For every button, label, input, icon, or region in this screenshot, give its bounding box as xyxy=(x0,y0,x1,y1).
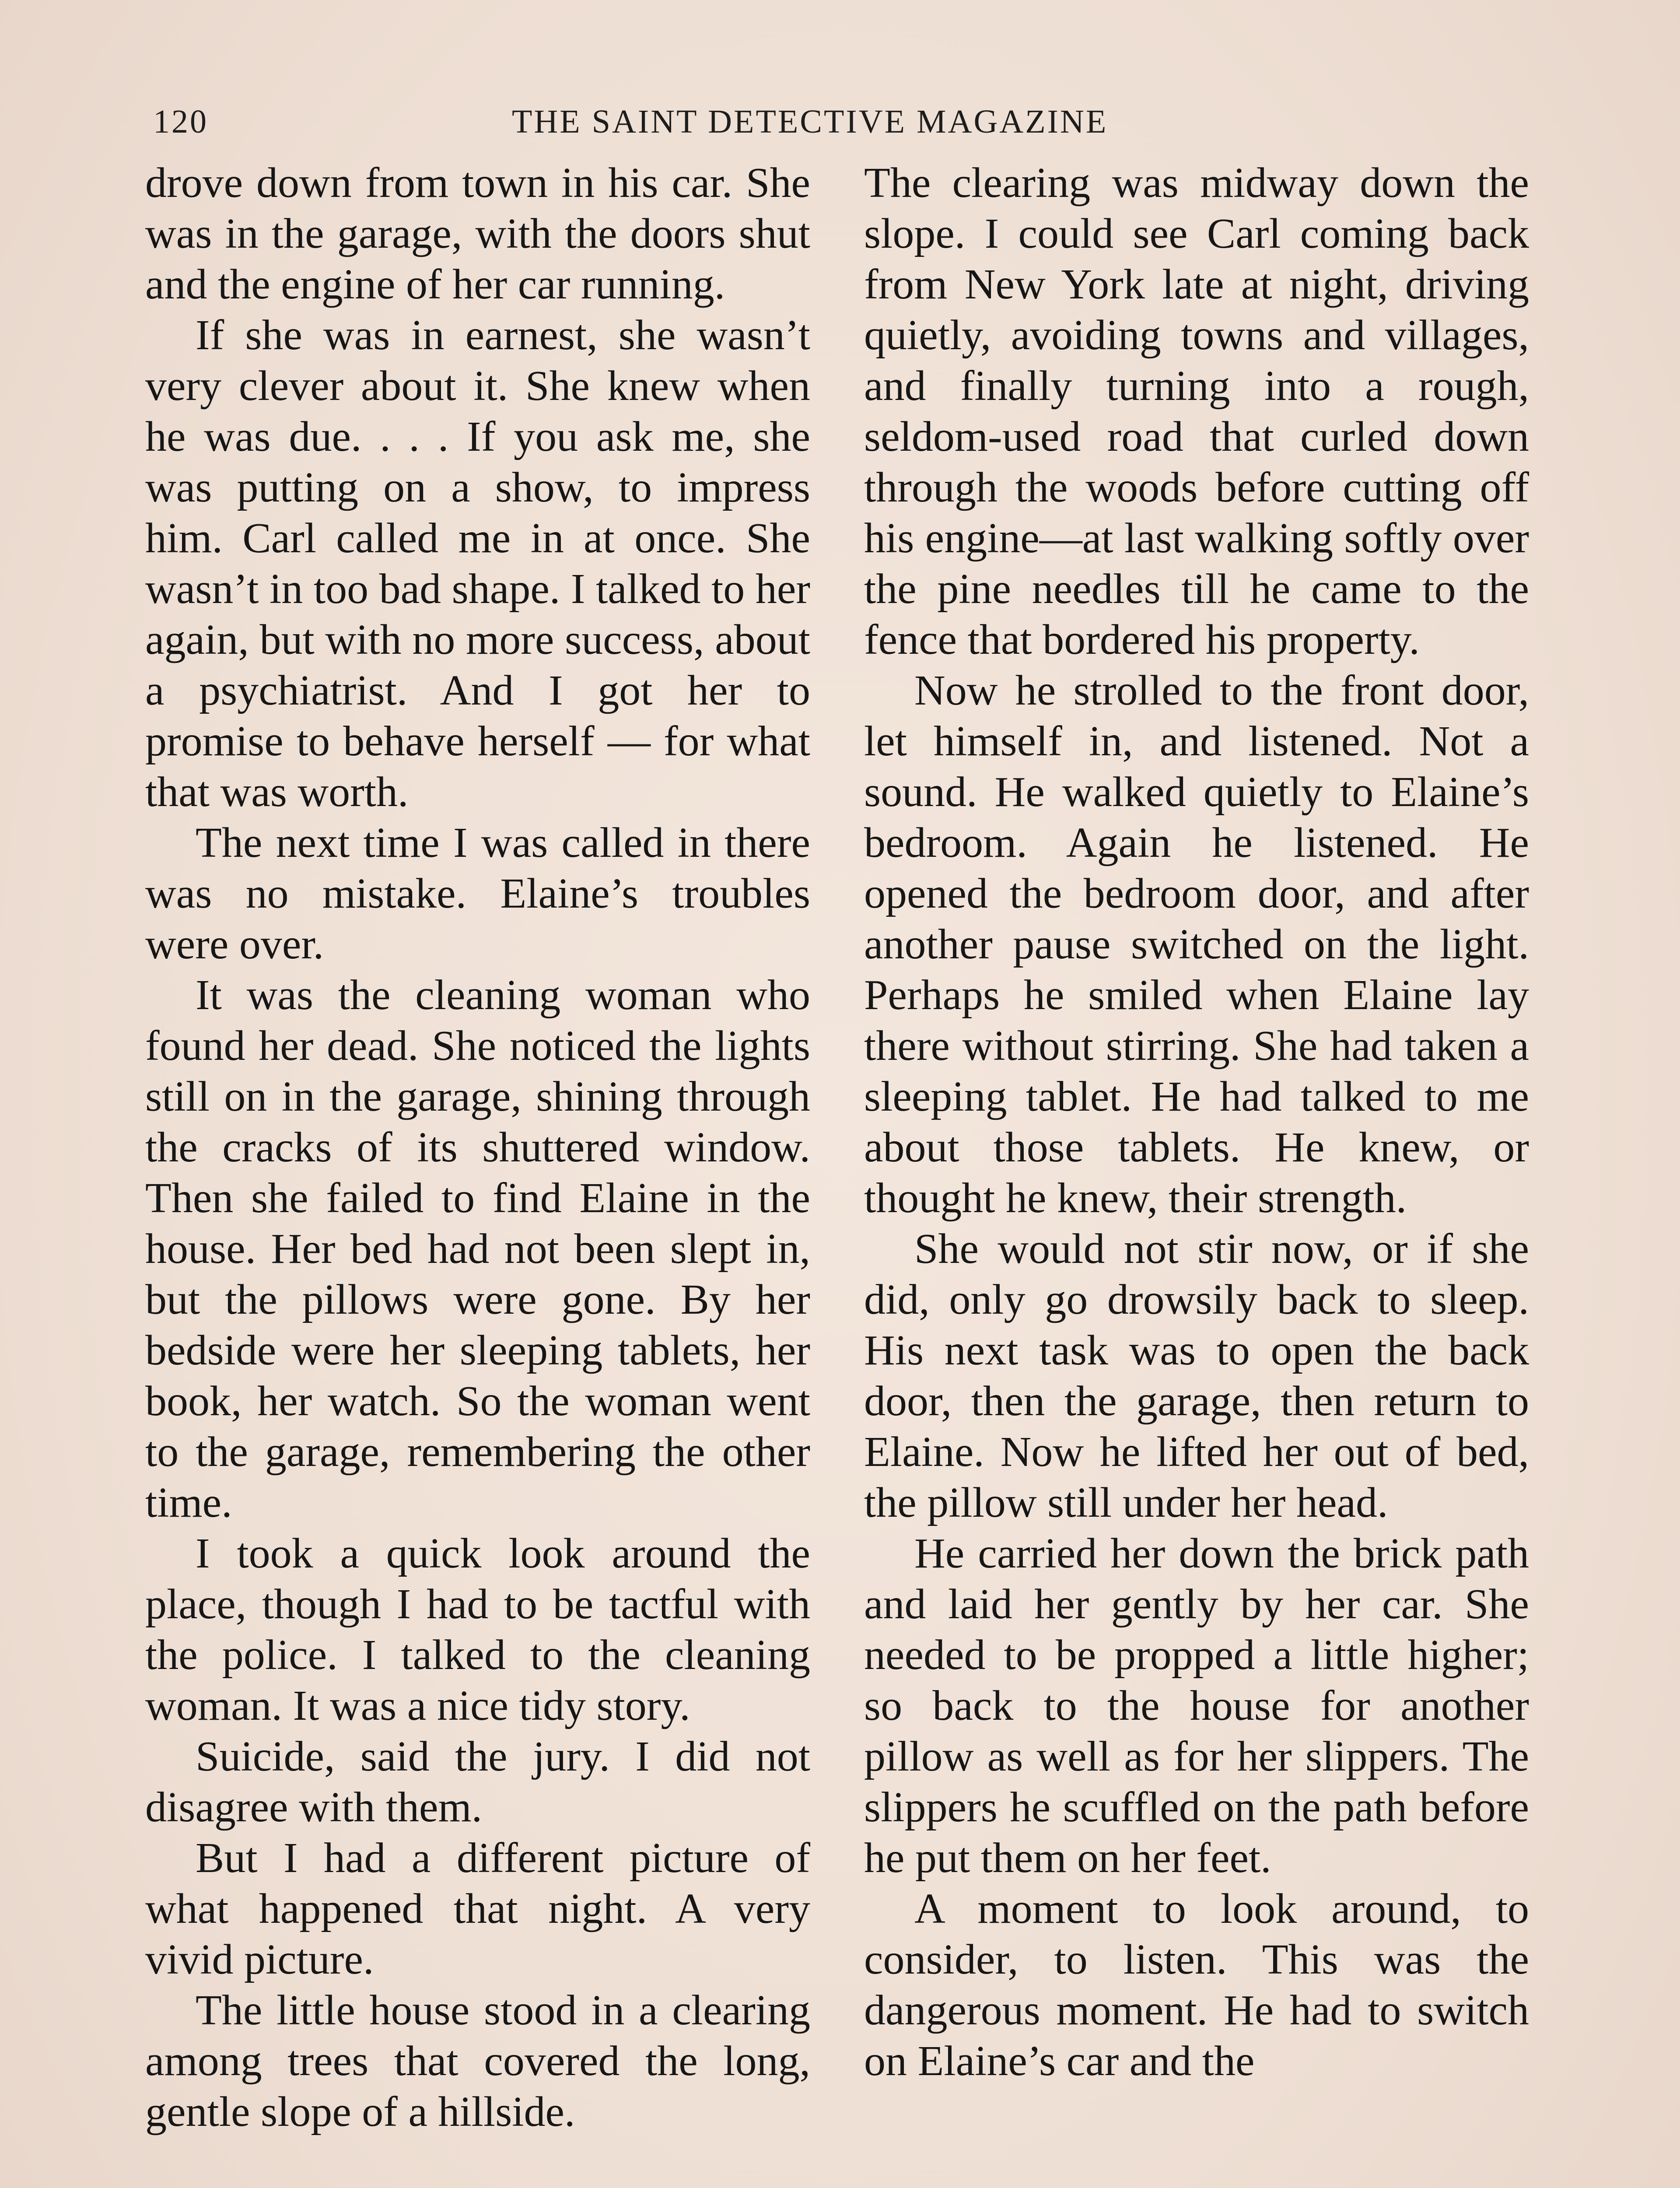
paragraph: But I had a different picture of what happened that night. A very vivid picture. xyxy=(145,1834,810,1983)
right-text-column xyxy=(864,158,1529,2086)
paragraph: It was the cleaning woman who found her dead. She noticed the lights still on in the garage, shining through the cracks of its shuttered window. Then she failed to find Elaine in the house. Her bed had not been slept in, but the pillows were gone. By her bedside were her sleeping tablets, her book, her watch. So the woman went to the garage, remembering the other time. xyxy=(145,971,810,1526)
left-text-column xyxy=(145,158,810,2137)
paragraph: A moment to look around, to consider, to listen. This was the dangerous moment. He had to switch on Elaine’s car and the xyxy=(864,1885,1529,2085)
running-header xyxy=(144,98,1536,151)
paragraph: The little house stood in a clearing among trees that covered the long, gentle slope of a hillside. xyxy=(145,1987,810,2135)
paragraph: Suicide, said the jury. I did not disagree with them. xyxy=(145,1733,810,1831)
magazine-title: THE SAINT DETECTIVE MAGAZINE xyxy=(512,103,1108,140)
paragraph: I took a quick look around the place, though I had to be tactful with the police. I talked to the cleaning woman. It was a nice tidy story. xyxy=(145,1530,810,1729)
page-number: 120 xyxy=(153,103,208,140)
paragraph: Now he strolled to the front door, let himself in, and listened. Not a sound. He walked quietly to Elaine’s bedroom. Again he listened. He opened the bedroom door, and after another pause switched on the light. Perhaps he smiled when Elaine lay there without stirring. She had taken a sleeping tablet. He had talked to me about those tablets. He knew, or thought he knew, their strength. xyxy=(864,667,1529,1222)
paragraph: drove down from town in his car. She was in the garage, with the doors shut and the engine of her car running. xyxy=(145,159,810,308)
paragraph: The next time I was called in there was no mistake. Elaine’s troubles were over. xyxy=(145,819,810,968)
paragraph: He carried her down the brick path and laid her gently by her car. She needed to be propped a little higher; so back to the house for another pillow as well as for her slippers. The slippers he scuffled on the path before he put them on her feet. xyxy=(864,1530,1529,1882)
paragraph: If she was in earnest, she wasn’t very clever about it. She knew when he was due. . . . If you ask me, she was putting on a show, to impress him. Carl called me in at once. She wasn’t in too bad shape. I talked to her again, but with no more success, about a psychiatrist. And I got her to promise to behave herself — for what that was worth. xyxy=(145,312,810,816)
paragraph: The clearing was midway down the slope. I could see Carl coming back from New York late at night, driving quietly, avoiding towns and villages, and finally turning into a rough, seldom-used road that curled down through the woods before cutting off his engine—at last walking softly over the pine needles till he came to the fence that bordered his property. xyxy=(864,159,1529,663)
paragraph: She would not stir now, or if she did, only go drowsily back to sleep. His next task was to open the back door, then the garage, then return to Elaine. Now he lifted her out of bed, the pillow still under her head. xyxy=(864,1225,1529,1526)
